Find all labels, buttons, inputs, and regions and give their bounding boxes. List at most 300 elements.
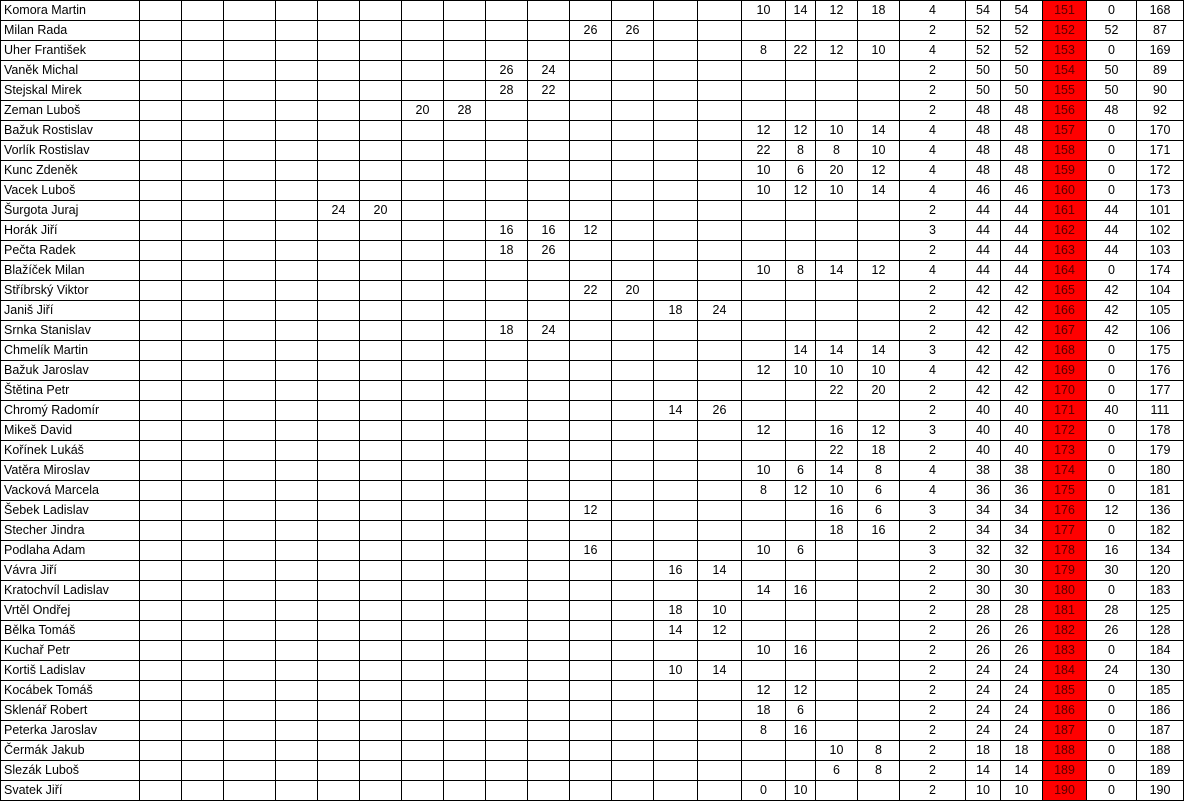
value-cell[interactable] — [360, 721, 402, 741]
value-cell[interactable]: 0 — [1087, 721, 1137, 741]
value-cell[interactable] — [224, 721, 276, 741]
value-cell[interactable]: 6 — [786, 461, 816, 481]
value-cell[interactable]: 28 — [1001, 601, 1043, 621]
value-cell[interactable]: 8 — [786, 261, 816, 281]
value-cell[interactable]: 10 — [786, 361, 816, 381]
value-cell[interactable] — [360, 481, 402, 501]
value-cell[interactable] — [786, 221, 816, 241]
value-cell[interactable] — [612, 661, 654, 681]
value-cell[interactable] — [318, 381, 360, 401]
value-cell[interactable]: 20 — [816, 161, 858, 181]
rank-cell[interactable]: 190 — [1043, 781, 1087, 801]
value-cell[interactable] — [444, 661, 486, 681]
value-cell[interactable] — [742, 281, 786, 301]
value-cell[interactable] — [570, 681, 612, 701]
rank-cell[interactable]: 174 — [1043, 461, 1087, 481]
value-cell[interactable] — [276, 421, 318, 441]
rank-cell[interactable]: 159 — [1043, 161, 1087, 181]
value-cell[interactable] — [570, 581, 612, 601]
value-cell[interactable] — [528, 401, 570, 421]
value-cell[interactable]: 44 — [1001, 221, 1043, 241]
value-cell[interactable] — [486, 481, 528, 501]
value-cell[interactable] — [698, 761, 742, 781]
value-cell[interactable]: 10 — [698, 601, 742, 621]
value-cell[interactable]: 24 — [1001, 701, 1043, 721]
value-cell[interactable] — [444, 541, 486, 561]
value-cell[interactable]: 44 — [1087, 241, 1137, 261]
value-cell[interactable]: 0 — [1087, 641, 1137, 661]
value-cell[interactable] — [140, 241, 182, 261]
value-cell[interactable] — [318, 441, 360, 461]
value-cell[interactable]: 0 — [1087, 1, 1137, 21]
value-cell[interactable]: 14 — [858, 341, 900, 361]
value-cell[interactable] — [486, 341, 528, 361]
value-cell[interactable] — [486, 501, 528, 521]
value-cell[interactable] — [318, 101, 360, 121]
value-cell[interactable]: 44 — [1001, 201, 1043, 221]
value-cell[interactable] — [486, 621, 528, 641]
value-cell[interactable] — [224, 41, 276, 61]
value-cell[interactable] — [698, 221, 742, 241]
value-cell[interactable]: 2 — [900, 621, 966, 641]
value-cell[interactable] — [224, 561, 276, 581]
value-cell[interactable]: 6 — [858, 501, 900, 521]
value-cell[interactable] — [816, 621, 858, 641]
value-cell[interactable] — [444, 781, 486, 801]
value-cell[interactable] — [402, 361, 444, 381]
value-cell[interactable]: 12 — [742, 681, 786, 701]
value-cell[interactable] — [182, 301, 224, 321]
rank-cell[interactable]: 151 — [1043, 1, 1087, 21]
value-cell[interactable] — [140, 541, 182, 561]
value-cell[interactable] — [402, 161, 444, 181]
value-cell[interactable] — [570, 61, 612, 81]
value-cell[interactable] — [224, 521, 276, 541]
rank-cell[interactable]: 166 — [1043, 301, 1087, 321]
value-cell[interactable] — [528, 381, 570, 401]
value-cell[interactable]: 14 — [742, 581, 786, 601]
value-cell[interactable] — [276, 121, 318, 141]
player-name-cell[interactable]: Vacková Marcela — [1, 481, 140, 501]
value-cell[interactable] — [402, 601, 444, 621]
player-name-cell[interactable]: Horák Jiří — [1, 221, 140, 241]
value-cell[interactable] — [224, 241, 276, 261]
value-cell[interactable] — [486, 141, 528, 161]
value-cell[interactable] — [444, 201, 486, 221]
value-cell[interactable] — [140, 701, 182, 721]
value-cell[interactable]: 26 — [570, 21, 612, 41]
value-cell[interactable] — [444, 21, 486, 41]
value-cell[interactable] — [360, 301, 402, 321]
value-cell[interactable] — [528, 501, 570, 521]
value-cell[interactable]: 46 — [1001, 181, 1043, 201]
value-cell[interactable] — [858, 401, 900, 421]
value-cell[interactable] — [276, 41, 318, 61]
value-cell[interactable] — [698, 101, 742, 121]
value-cell[interactable]: 2 — [900, 561, 966, 581]
value-cell[interactable] — [182, 401, 224, 421]
value-cell[interactable] — [182, 241, 224, 261]
value-cell[interactable]: 40 — [1001, 401, 1043, 421]
value-cell[interactable] — [816, 701, 858, 721]
value-cell[interactable]: 4 — [900, 41, 966, 61]
value-cell[interactable]: 2 — [900, 241, 966, 261]
value-cell[interactable]: 42 — [1087, 281, 1137, 301]
value-cell[interactable] — [698, 521, 742, 541]
value-cell[interactable]: 10 — [858, 141, 900, 161]
value-cell[interactable] — [224, 281, 276, 301]
rank-cell[interactable]: 180 — [1043, 581, 1087, 601]
value-cell[interactable] — [276, 61, 318, 81]
value-cell[interactable] — [570, 241, 612, 261]
value-cell[interactable] — [182, 141, 224, 161]
value-cell[interactable] — [318, 421, 360, 441]
value-cell[interactable] — [742, 501, 786, 521]
player-name-cell[interactable]: Chromý Radomír — [1, 401, 140, 421]
value-cell[interactable]: 0 — [1087, 581, 1137, 601]
value-cell[interactable]: 0 — [1087, 161, 1137, 181]
value-cell[interactable] — [360, 641, 402, 661]
value-cell[interactable]: 48 — [1087, 101, 1137, 121]
value-cell[interactable]: 4 — [900, 481, 966, 501]
value-cell[interactable]: 14 — [786, 1, 816, 21]
player-name-cell[interactable]: Mikeš David — [1, 421, 140, 441]
value-cell[interactable] — [858, 561, 900, 581]
value-cell[interactable]: 12 — [816, 41, 858, 61]
value-cell[interactable] — [654, 781, 698, 801]
value-cell[interactable] — [360, 701, 402, 721]
value-cell[interactable] — [276, 681, 318, 701]
value-cell[interactable] — [318, 21, 360, 41]
rank-cell[interactable]: 187 — [1043, 721, 1087, 741]
value-cell[interactable] — [360, 1, 402, 21]
value-cell[interactable]: 2 — [900, 761, 966, 781]
value-cell[interactable] — [318, 581, 360, 601]
value-cell[interactable] — [816, 301, 858, 321]
value-cell[interactable]: 0 — [1087, 461, 1137, 481]
value-cell[interactable] — [276, 361, 318, 381]
value-cell[interactable] — [140, 141, 182, 161]
player-name-cell[interactable]: Blažíček Milan — [1, 261, 140, 281]
value-cell[interactable]: 0 — [1087, 181, 1137, 201]
value-cell[interactable]: 12 — [742, 361, 786, 381]
value-cell[interactable] — [276, 721, 318, 741]
value-cell[interactable]: 24 — [1087, 661, 1137, 681]
value-cell[interactable] — [858, 641, 900, 661]
value-cell[interactable] — [182, 221, 224, 241]
value-cell[interactable]: 42 — [1001, 301, 1043, 321]
value-cell[interactable] — [224, 361, 276, 381]
value-cell[interactable]: 3 — [900, 341, 966, 361]
value-cell[interactable] — [318, 601, 360, 621]
value-cell[interactable] — [444, 721, 486, 741]
value-cell[interactable] — [816, 401, 858, 421]
value-cell[interactable] — [698, 21, 742, 41]
value-cell[interactable] — [276, 401, 318, 421]
value-cell[interactable] — [654, 581, 698, 601]
rank-cell[interactable]: 155 — [1043, 81, 1087, 101]
value-cell[interactable] — [486, 121, 528, 141]
value-cell[interactable] — [276, 381, 318, 401]
value-cell[interactable]: 22 — [816, 381, 858, 401]
value-cell[interactable] — [360, 361, 402, 381]
value-cell[interactable] — [140, 501, 182, 521]
value-cell[interactable]: 0 — [1087, 141, 1137, 161]
value-cell[interactable] — [486, 1, 528, 21]
value-cell[interactable] — [858, 721, 900, 741]
value-cell[interactable]: 40 — [1001, 421, 1043, 441]
value-cell[interactable] — [402, 761, 444, 781]
value-cell[interactable]: 14 — [1001, 761, 1043, 781]
value-cell[interactable] — [276, 101, 318, 121]
value-cell[interactable]: 46 — [966, 181, 1001, 201]
value-cell[interactable]: 8 — [858, 461, 900, 481]
value-cell[interactable] — [654, 761, 698, 781]
value-cell[interactable] — [182, 341, 224, 361]
value-cell[interactable] — [444, 681, 486, 701]
value-cell[interactable] — [402, 421, 444, 441]
value-cell[interactable]: 3 — [900, 221, 966, 241]
value-cell[interactable] — [140, 361, 182, 381]
value-cell[interactable]: 10 — [816, 481, 858, 501]
value-cell[interactable] — [402, 261, 444, 281]
value-cell[interactable] — [224, 301, 276, 321]
value-cell[interactable] — [654, 641, 698, 661]
value-cell[interactable] — [786, 421, 816, 441]
value-cell[interactable]: 10 — [742, 541, 786, 561]
value-cell[interactable]: 22 — [786, 41, 816, 61]
rank-cell[interactable]: 186 — [1043, 701, 1087, 721]
value-cell[interactable] — [486, 721, 528, 741]
value-cell[interactable] — [698, 441, 742, 461]
value-cell[interactable] — [276, 481, 318, 501]
value-cell[interactable]: 20 — [360, 201, 402, 221]
value-cell[interactable]: 187 — [1137, 721, 1184, 741]
player-name-cell[interactable]: Čermák Jakub — [1, 741, 140, 761]
value-cell[interactable]: 50 — [1087, 81, 1137, 101]
value-cell[interactable] — [858, 681, 900, 701]
value-cell[interactable]: 6 — [858, 481, 900, 501]
value-cell[interactable] — [528, 361, 570, 381]
value-cell[interactable]: 12 — [858, 421, 900, 441]
value-cell[interactable] — [698, 701, 742, 721]
value-cell[interactable]: 10 — [786, 781, 816, 801]
value-cell[interactable] — [654, 61, 698, 81]
value-cell[interactable] — [654, 321, 698, 341]
value-cell[interactable]: 14 — [816, 261, 858, 281]
rank-cell[interactable]: 184 — [1043, 661, 1087, 681]
value-cell[interactable] — [528, 721, 570, 741]
value-cell[interactable] — [858, 661, 900, 681]
value-cell[interactable] — [318, 301, 360, 321]
value-cell[interactable] — [318, 481, 360, 501]
value-cell[interactable] — [654, 141, 698, 161]
value-cell[interactable] — [528, 661, 570, 681]
rank-cell[interactable]: 164 — [1043, 261, 1087, 281]
value-cell[interactable]: 4 — [900, 461, 966, 481]
value-cell[interactable]: 30 — [966, 581, 1001, 601]
value-cell[interactable] — [402, 461, 444, 481]
value-cell[interactable] — [528, 1, 570, 21]
value-cell[interactable] — [612, 521, 654, 541]
value-cell[interactable]: 48 — [1001, 141, 1043, 161]
value-cell[interactable] — [182, 661, 224, 681]
value-cell[interactable] — [654, 361, 698, 381]
value-cell[interactable]: 125 — [1137, 601, 1184, 621]
value-cell[interactable]: 24 — [966, 681, 1001, 701]
value-cell[interactable]: 48 — [1001, 161, 1043, 181]
value-cell[interactable] — [444, 421, 486, 441]
value-cell[interactable] — [318, 641, 360, 661]
value-cell[interactable] — [612, 461, 654, 481]
value-cell[interactable] — [276, 581, 318, 601]
value-cell[interactable] — [182, 1, 224, 21]
value-cell[interactable] — [654, 81, 698, 101]
value-cell[interactable]: 0 — [1087, 261, 1137, 281]
value-cell[interactable]: 42 — [966, 381, 1001, 401]
value-cell[interactable] — [858, 541, 900, 561]
value-cell[interactable] — [698, 141, 742, 161]
value-cell[interactable]: 0 — [1087, 121, 1137, 141]
value-cell[interactable] — [224, 761, 276, 781]
value-cell[interactable]: 2 — [900, 441, 966, 461]
value-cell[interactable] — [318, 501, 360, 521]
value-cell[interactable]: 12 — [786, 121, 816, 141]
value-cell[interactable] — [698, 61, 742, 81]
value-cell[interactable]: 18 — [966, 741, 1001, 761]
player-name-cell[interactable]: Kunc Zdeněk — [1, 161, 140, 181]
value-cell[interactable]: 44 — [966, 241, 1001, 261]
value-cell[interactable] — [140, 561, 182, 581]
value-cell[interactable]: 2 — [900, 321, 966, 341]
value-cell[interactable] — [444, 321, 486, 341]
value-cell[interactable]: 3 — [900, 421, 966, 441]
value-cell[interactable] — [570, 121, 612, 141]
value-cell[interactable]: 170 — [1137, 121, 1184, 141]
value-cell[interactable] — [486, 281, 528, 301]
player-name-cell[interactable]: Peterka Jaroslav — [1, 721, 140, 741]
player-name-cell[interactable]: Kuchař Petr — [1, 641, 140, 661]
value-cell[interactable] — [444, 741, 486, 761]
value-cell[interactable] — [276, 161, 318, 181]
value-cell[interactable] — [816, 721, 858, 741]
value-cell[interactable] — [486, 561, 528, 581]
value-cell[interactable] — [528, 481, 570, 501]
value-cell[interactable] — [528, 601, 570, 621]
value-cell[interactable] — [698, 261, 742, 281]
value-cell[interactable] — [528, 761, 570, 781]
value-cell[interactable]: 42 — [966, 361, 1001, 381]
value-cell[interactable]: 28 — [966, 601, 1001, 621]
value-cell[interactable]: 44 — [1087, 221, 1137, 241]
value-cell[interactable] — [612, 681, 654, 701]
value-cell[interactable] — [570, 261, 612, 281]
value-cell[interactable]: 189 — [1137, 761, 1184, 781]
player-name-cell[interactable]: Uher František — [1, 41, 140, 61]
value-cell[interactable] — [276, 261, 318, 281]
value-cell[interactable] — [140, 721, 182, 741]
value-cell[interactable] — [276, 341, 318, 361]
value-cell[interactable]: 182 — [1137, 521, 1184, 541]
value-cell[interactable] — [528, 701, 570, 721]
value-cell[interactable] — [360, 661, 402, 681]
value-cell[interactable] — [444, 221, 486, 241]
value-cell[interactable]: 0 — [1087, 761, 1137, 781]
value-cell[interactable] — [612, 541, 654, 561]
value-cell[interactable]: 104 — [1137, 281, 1184, 301]
value-cell[interactable]: 179 — [1137, 441, 1184, 461]
value-cell[interactable]: 42 — [1001, 281, 1043, 301]
value-cell[interactable]: 52 — [1087, 21, 1137, 41]
value-cell[interactable] — [182, 761, 224, 781]
player-name-cell[interactable]: Stejskal Mirek — [1, 81, 140, 101]
value-cell[interactable]: 24 — [1001, 661, 1043, 681]
value-cell[interactable] — [224, 421, 276, 441]
rank-cell[interactable]: 162 — [1043, 221, 1087, 241]
value-cell[interactable]: 0 — [1087, 421, 1137, 441]
value-cell[interactable] — [318, 141, 360, 161]
value-cell[interactable] — [276, 21, 318, 41]
value-cell[interactable]: 44 — [966, 261, 1001, 281]
value-cell[interactable]: 26 — [1001, 641, 1043, 661]
value-cell[interactable] — [360, 21, 402, 41]
value-cell[interactable]: 0 — [1087, 521, 1137, 541]
value-cell[interactable]: 52 — [966, 41, 1001, 61]
player-name-cell[interactable]: Srnka Stanislav — [1, 321, 140, 341]
value-cell[interactable]: 14 — [816, 341, 858, 361]
rank-cell[interactable]: 181 — [1043, 601, 1087, 621]
value-cell[interactable] — [360, 141, 402, 161]
value-cell[interactable] — [570, 301, 612, 321]
value-cell[interactable] — [402, 561, 444, 581]
value-cell[interactable] — [786, 201, 816, 221]
value-cell[interactable] — [444, 481, 486, 501]
value-cell[interactable] — [654, 521, 698, 541]
value-cell[interactable]: 30 — [966, 561, 1001, 581]
player-name-cell[interactable]: Bažuk Jaroslav — [1, 361, 140, 381]
value-cell[interactable] — [444, 261, 486, 281]
value-cell[interactable] — [570, 561, 612, 581]
value-cell[interactable] — [182, 681, 224, 701]
value-cell[interactable]: 186 — [1137, 701, 1184, 721]
value-cell[interactable] — [698, 461, 742, 481]
player-name-cell[interactable]: Sklenář Robert — [1, 701, 140, 721]
value-cell[interactable] — [654, 421, 698, 441]
value-cell[interactable] — [276, 521, 318, 541]
value-cell[interactable] — [858, 601, 900, 621]
value-cell[interactable] — [570, 621, 612, 641]
value-cell[interactable] — [654, 281, 698, 301]
value-cell[interactable] — [182, 281, 224, 301]
value-cell[interactable]: 172 — [1137, 161, 1184, 181]
value-cell[interactable] — [612, 41, 654, 61]
value-cell[interactable]: 48 — [1001, 101, 1043, 121]
value-cell[interactable]: 52 — [1001, 41, 1043, 61]
value-cell[interactable]: 2 — [900, 61, 966, 81]
value-cell[interactable] — [612, 241, 654, 261]
value-cell[interactable] — [182, 121, 224, 141]
value-cell[interactable] — [816, 781, 858, 801]
value-cell[interactable] — [742, 741, 786, 761]
value-cell[interactable] — [654, 481, 698, 501]
value-cell[interactable] — [570, 781, 612, 801]
value-cell[interactable] — [224, 461, 276, 481]
value-cell[interactable] — [858, 321, 900, 341]
rank-cell[interactable]: 176 — [1043, 501, 1087, 521]
value-cell[interactable] — [140, 41, 182, 61]
value-cell[interactable] — [528, 561, 570, 581]
value-cell[interactable] — [360, 41, 402, 61]
